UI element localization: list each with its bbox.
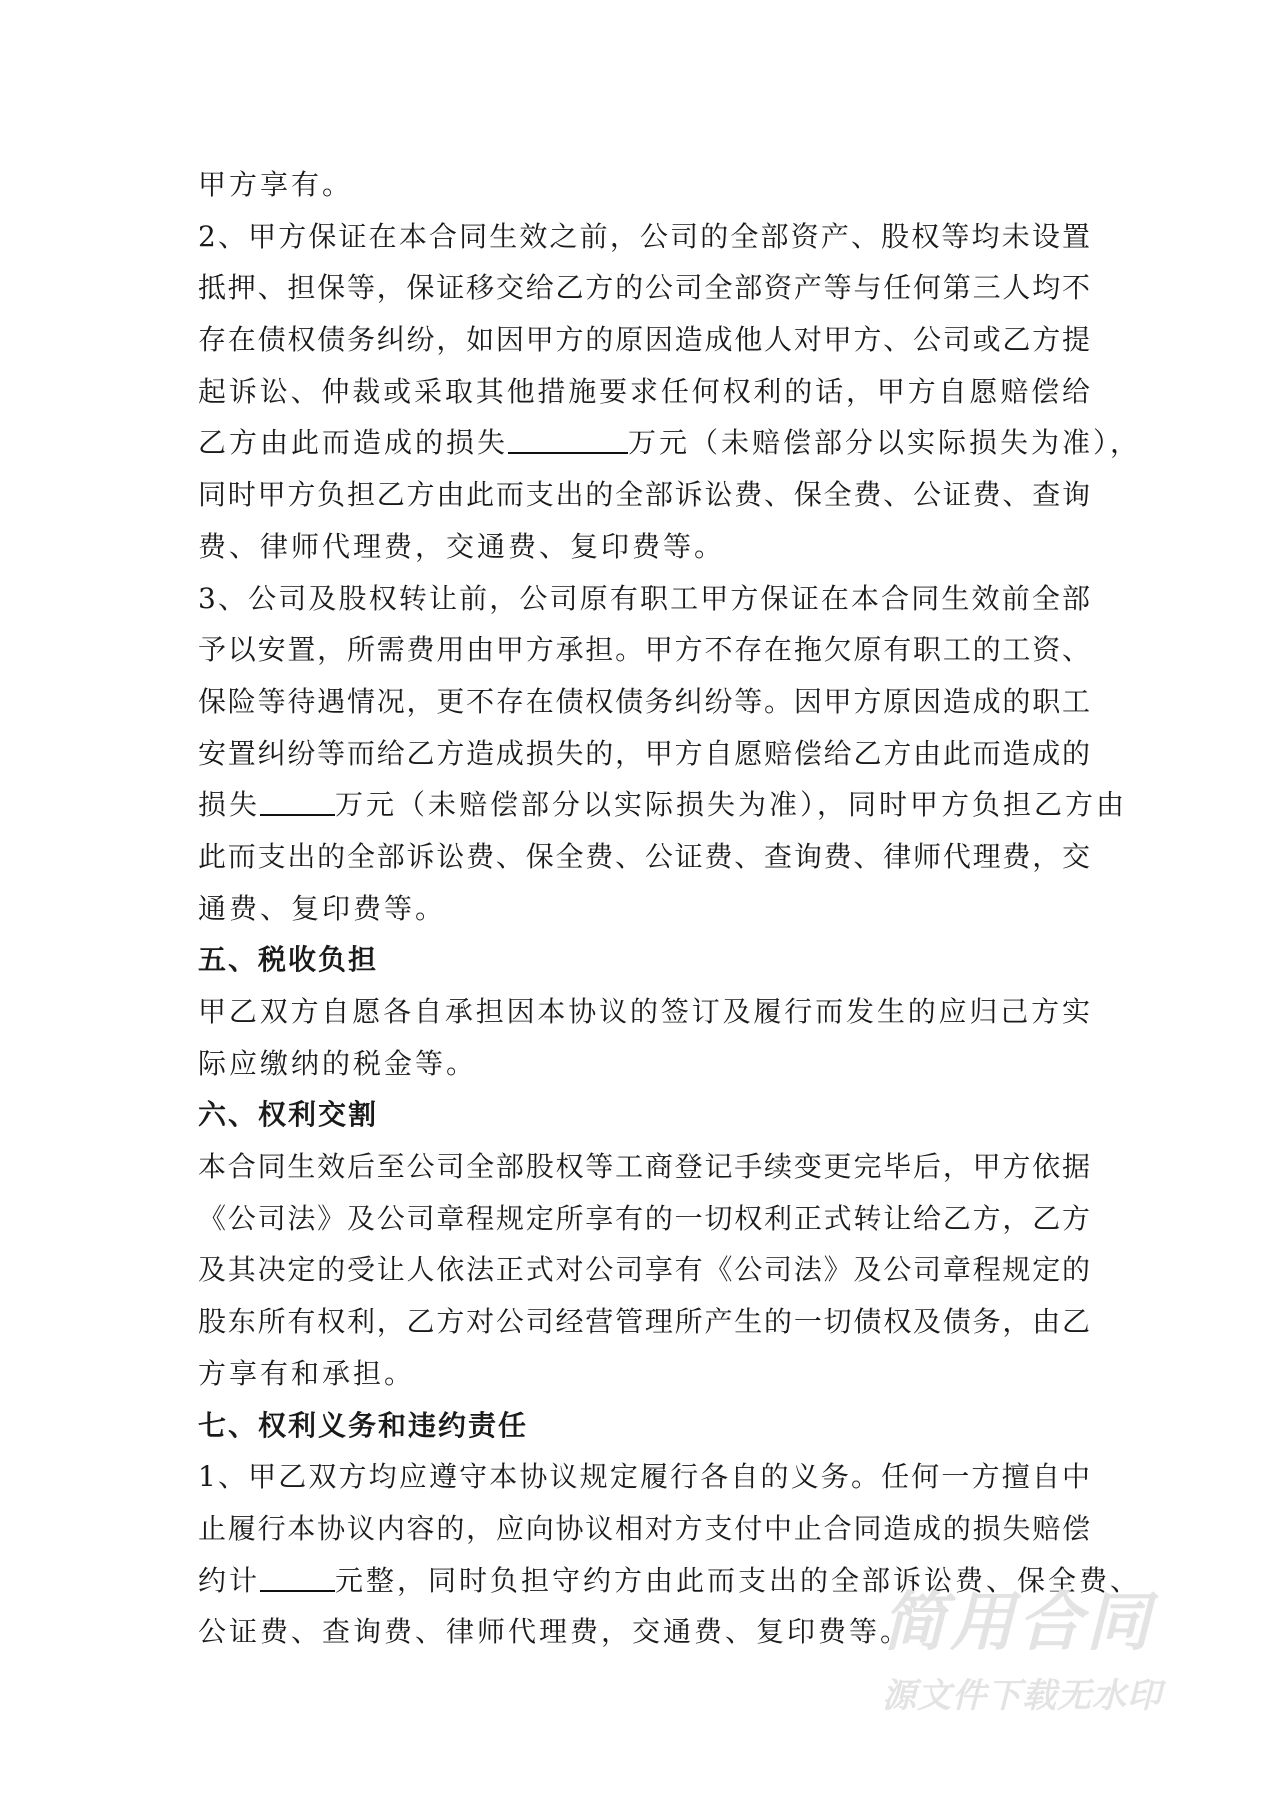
clause-3-line: 3、公司及股权转让前，公司原有职工甲方保证在本合同生效前全部 — [198, 581, 1090, 615]
paragraph-line: 本合同生效后至公司全部股权等工商登记手续变更完毕后，甲方依据 — [198, 1150, 1090, 1184]
paragraph-line: 安置纠纷等而给乙方造成损失的，甲方自愿赔偿给乙方由此而造成的 — [198, 736, 1090, 770]
paragraph-line: 通费、复印费等。 — [198, 891, 447, 925]
paragraph-line: 及其决定的受让人依法正式对公司享有《公司法》及公司章程规定的 — [198, 1253, 1090, 1287]
paragraph-line: 甲方享有。 — [198, 168, 354, 201]
paragraph-line: 予以安置，所需费用由甲方承担。甲方不存在拖欠原有职工的工资、 — [198, 633, 1090, 667]
paragraph-line: 际应缴纳的税金等。 — [198, 1046, 478, 1080]
paragraph-line-with-blank — [198, 779, 1128, 831]
paragraph-line: 甲乙双方自愿各自承担因本协议的签订及履行而发生的应归己方实 — [198, 995, 1090, 1028]
paragraph-line: 方享有和承担。 — [198, 1356, 416, 1390]
paragraph-line: 抵押、担保等，保证移交给乙方的公司全部资产等与任何第三人均不 — [198, 271, 1090, 305]
paragraph-line: 股东所有权利，乙方对公司经营管理所产生的一切债权及债务，由乙 — [198, 1305, 1090, 1339]
amount-blank-field — [508, 422, 628, 454]
text-segment: 元整，同时负担守约方由此而支出的全部诉讼费、保全费、 — [335, 1563, 1142, 1597]
clause-1-line: 1、甲乙双方均应遵守本协议规定履行各自的义务。任何一方擅自中 — [198, 1460, 1090, 1494]
watermark-title: 简用合同 — [882, 1586, 1154, 1660]
amount-blank-field — [260, 784, 335, 816]
amount-blank-field — [260, 1560, 335, 1592]
document-body — [198, 159, 1142, 1658]
paragraph-line: 公证费、查询费、律师代理费，交通费、复印费等。 — [198, 1615, 912, 1649]
section-heading-tax: 五、税收负担 — [198, 943, 379, 977]
paragraph-line: 止履行本协议内容的，应向协议相对方支付中止合同造成的损失赔偿 — [198, 1511, 1090, 1545]
paragraph-line: 起诉讼、仲裁或采取其他措施要求任何权利的话，甲方自愿赔偿给 — [198, 374, 1090, 408]
paragraph-line-with-blank — [198, 417, 1142, 469]
paragraph-line: 《公司法》及公司章程规定所享有的一切权利正式转让给乙方，乙方 — [198, 1201, 1090, 1235]
section-heading-obligations: 七、权利义务和违约责任 — [198, 1408, 529, 1442]
paragraph-line-with-blank — [198, 1555, 1142, 1607]
text-segment: 损失 — [198, 788, 261, 822]
text-segment: 万元（未赔偿部分以实际损失为准），同时甲方负担乙方由 — [335, 788, 1128, 822]
watermark-subtitle: 源文件下载无水印 — [882, 1676, 1162, 1716]
paragraph-line: 此而支出的全部诉讼费、保全费、公证费、查询费、律师代理费，交 — [198, 839, 1090, 873]
clause-2-line: 2、甲方保证在本合同生效之前，公司的全部资产、股权等均未设置 — [198, 219, 1090, 253]
section-heading-rights-transfer: 六、权利交割 — [198, 1098, 379, 1132]
paragraph-line: 费、律师代理费，交通费、复印费等。 — [198, 529, 726, 563]
text-segment: 万元（未赔偿部分以实际损失为准）， — [628, 426, 1142, 460]
paragraph-line: 保险等待遇情况，更不存在债权债务纠纷等。因甲方原因造成的职工 — [198, 684, 1090, 718]
text-segment: 约计 — [198, 1563, 261, 1597]
text-segment: 乙方由此而造成的损失 — [198, 426, 509, 460]
paragraph-line: 同时甲方负担乙方由此而支出的全部诉讼费、保全费、公证费、查询 — [198, 478, 1090, 512]
paragraph-line: 存在债权债务纠纷，如因甲方的原因造成他人对甲方、公司或乙方提 — [198, 323, 1090, 357]
